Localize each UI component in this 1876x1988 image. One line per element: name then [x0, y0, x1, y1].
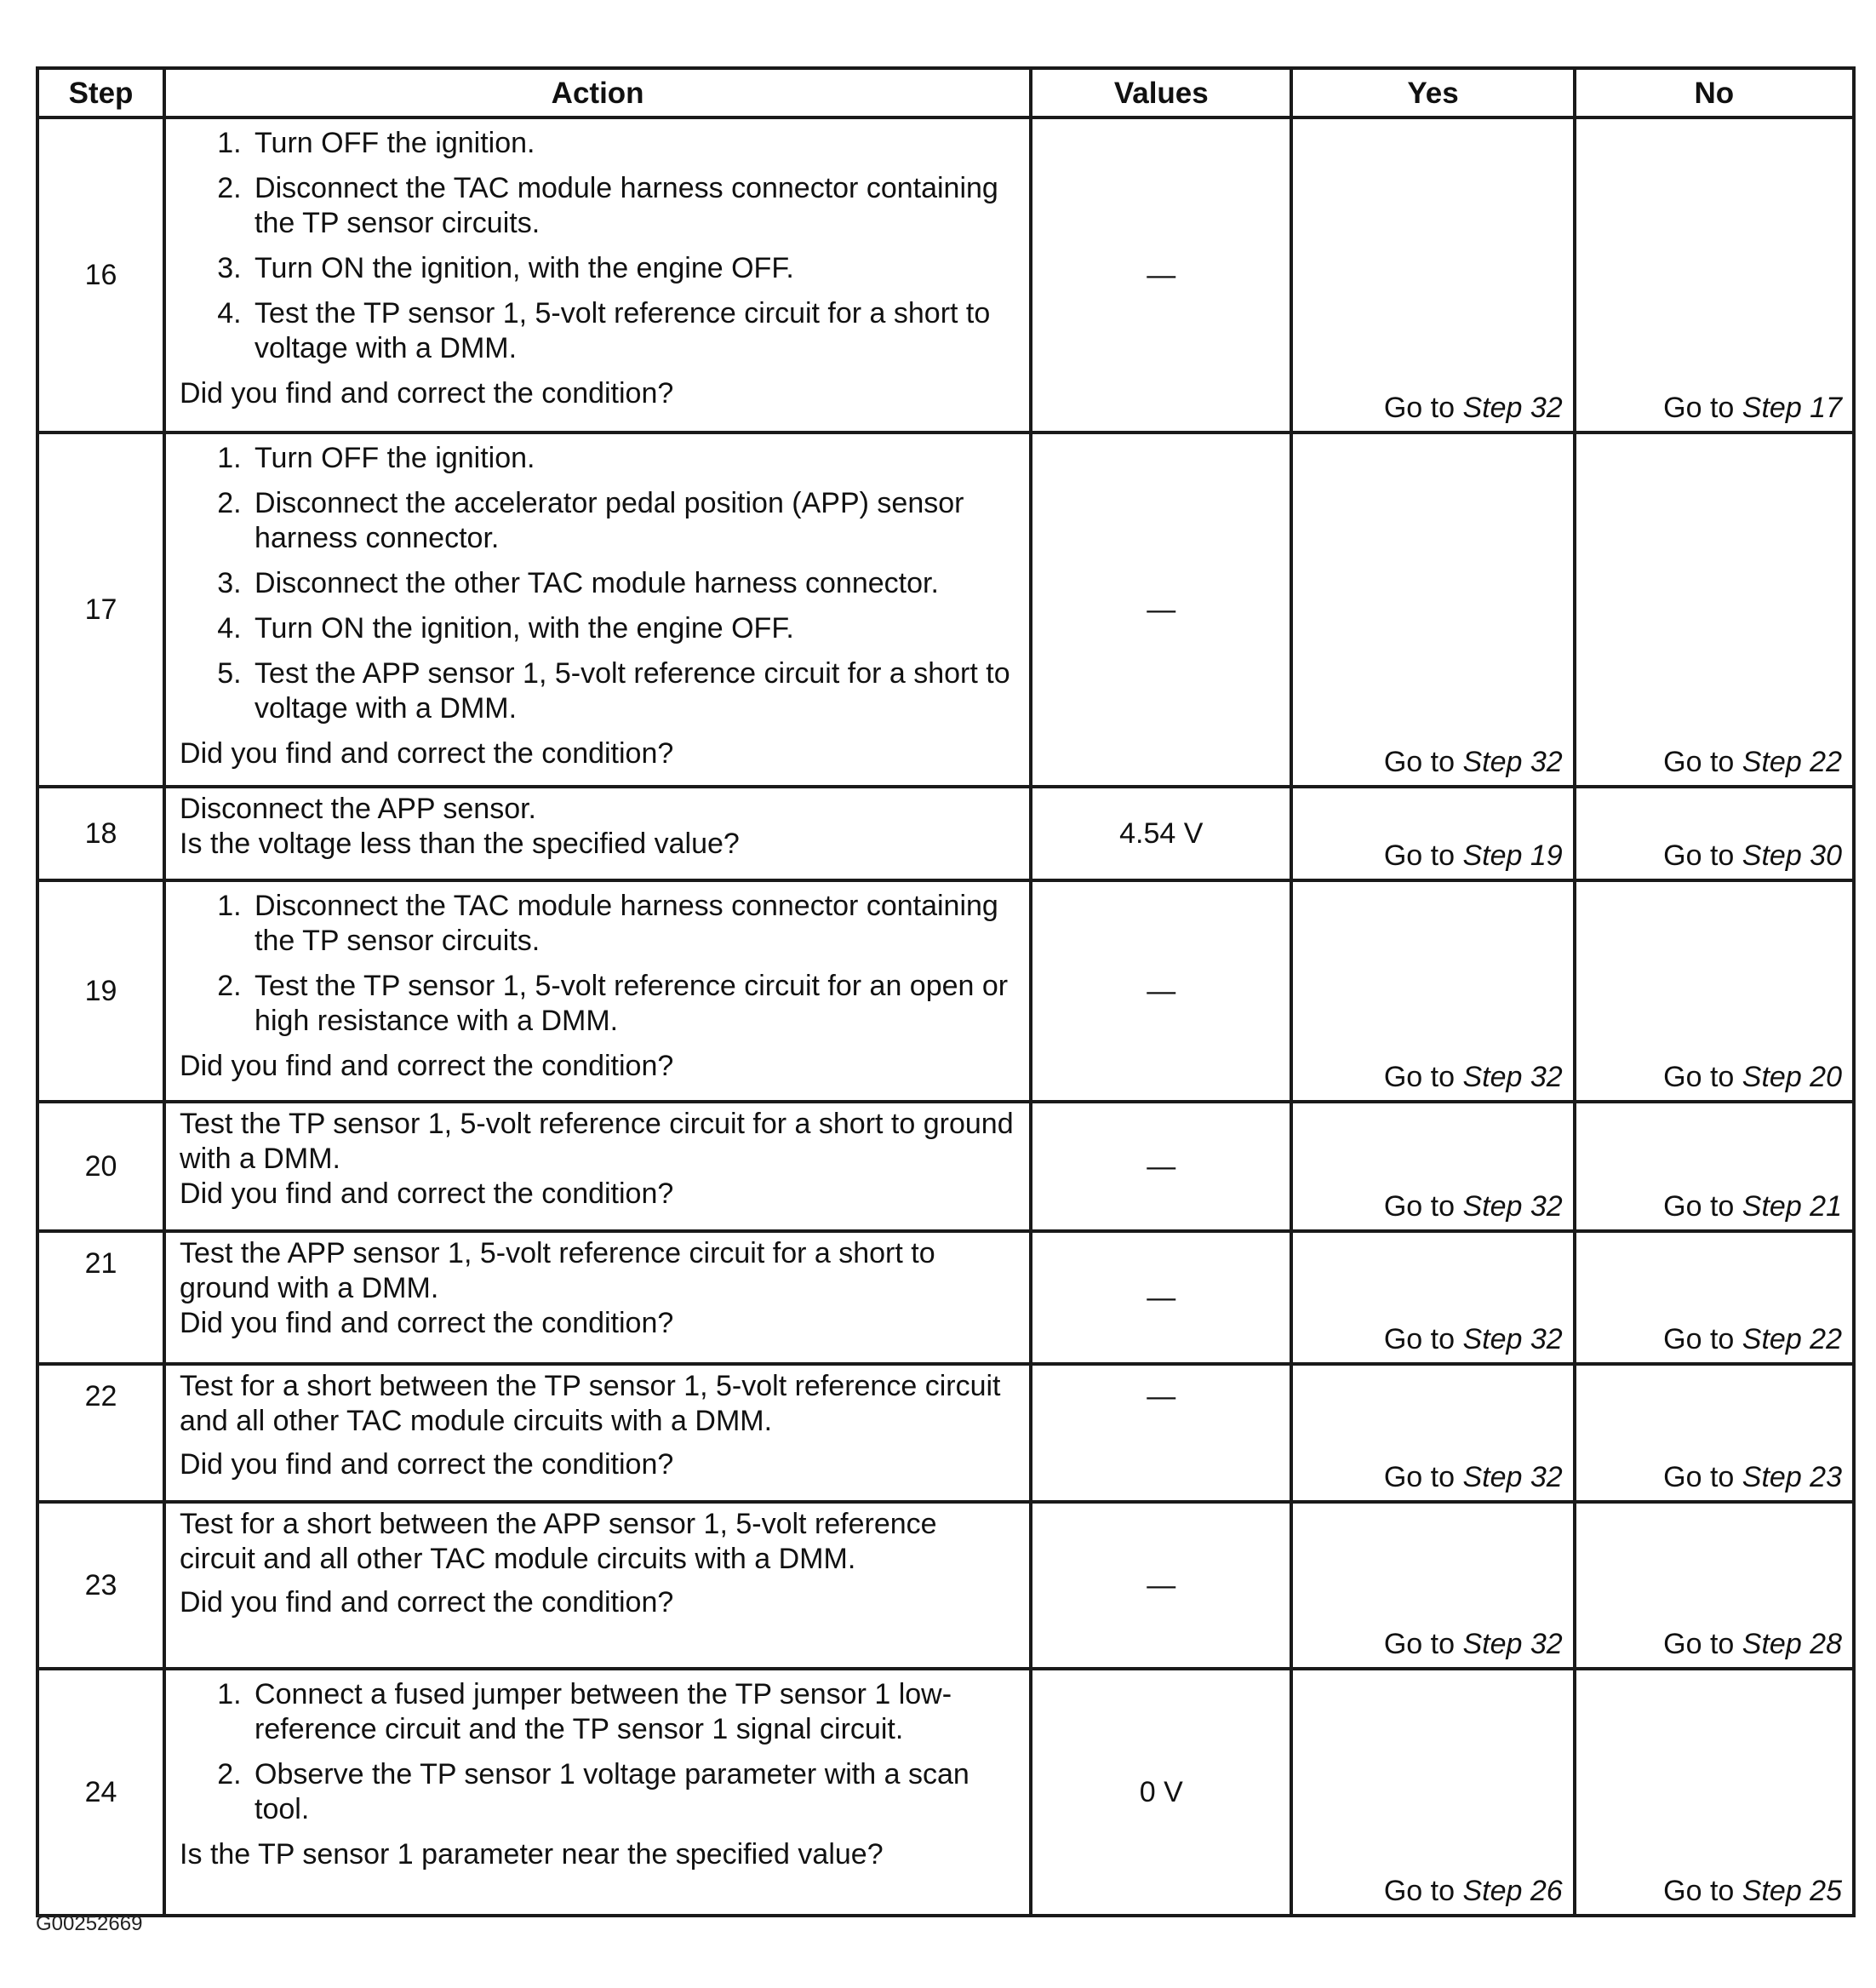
header-step: Step	[37, 68, 164, 117]
action-cell	[164, 1669, 1031, 1916]
goto-prefix: Go to	[1663, 1323, 1735, 1355]
table-row	[37, 117, 1854, 433]
no-step-ref: Step 23	[1742, 1461, 1842, 1493]
goto-prefix: Go to	[1383, 1875, 1455, 1907]
action-text: Test for a short between the APP sensor 1, 5-volt reference circuit and all other TAC module circuits with a DMM.	[180, 1508, 937, 1575]
action-text: Test the APP sensor 1, 5-volt reference circuit for a short to ground with a DMM.	[180, 1237, 935, 1304]
no-step-ref: Step 21	[1742, 1190, 1842, 1223]
substep: 2. Disconnect the accelerator pedal position (APP) sensor harness connector.	[249, 486, 1019, 556]
yes-step-ref: Step 32	[1462, 746, 1563, 778]
goto-prefix: Go to	[1663, 392, 1735, 424]
no-step-ref: Step 22	[1742, 1323, 1842, 1355]
goto-prefix: Go to	[1383, 1323, 1455, 1355]
value-cell: —	[1031, 1502, 1291, 1669]
value-cell: —	[1031, 1364, 1291, 1502]
action-cell	[164, 787, 1031, 880]
table-row	[37, 433, 1854, 787]
value-cell: —	[1031, 1102, 1291, 1231]
question: Is the TP sensor 1 parameter near the specified value?	[180, 1838, 884, 1871]
header-no: No	[1575, 68, 1854, 117]
header-values: Values	[1031, 68, 1291, 117]
table-row	[37, 1502, 1854, 1669]
goto-prefix: Go to	[1383, 1061, 1455, 1093]
yes-cell	[1291, 1669, 1574, 1916]
yes-cell	[1291, 433, 1574, 787]
goto-prefix: Go to	[1663, 1461, 1735, 1493]
goto-prefix: Go to	[1663, 746, 1735, 778]
no-step-ref: Step 30	[1742, 839, 1842, 872]
yes-step-ref: Step 32	[1462, 1628, 1563, 1660]
substep: 4. Test the TP sensor 1, 5-volt reference circuit for a short to voltage with a DMM.	[249, 296, 1019, 366]
question: Did you find and correct the condition?	[180, 1050, 674, 1082]
step-number: 23	[37, 1502, 164, 1669]
value-cell: 0 V	[1031, 1669, 1291, 1916]
action-text: Test for a short between the TP sensor 1, 5-volt reference circuit and all other TAC module circuits with a DMM.	[180, 1370, 1001, 1437]
no-cell	[1575, 1231, 1854, 1364]
yes-cell	[1291, 1231, 1574, 1364]
substep-list	[180, 889, 1019, 1039]
substep: 2. Observe the TP sensor 1 voltage parameter with a scan tool.	[249, 1757, 1019, 1827]
no-step-ref: Step 22	[1742, 746, 1842, 778]
action-cell	[164, 1502, 1031, 1669]
step-number: 22	[37, 1364, 164, 1502]
value-cell: —	[1031, 880, 1291, 1102]
question: Is the voltage less than the specified value?	[180, 828, 740, 860]
goto-prefix: Go to	[1383, 1628, 1455, 1660]
action-cell	[164, 117, 1031, 433]
substep: 1. Turn OFF the ignition.	[249, 441, 1019, 476]
step-number: 24	[37, 1669, 164, 1916]
substep-list	[180, 441, 1019, 726]
question: Did you find and correct the condition?	[180, 1177, 674, 1210]
action-cell	[164, 880, 1031, 1102]
step-number: 16	[37, 117, 164, 433]
substep: 5. Test the APP sensor 1, 5-volt reference circuit for a short to voltage with a DMM.	[249, 656, 1019, 726]
goto-prefix: Go to	[1383, 1461, 1455, 1493]
yes-cell	[1291, 787, 1574, 880]
step-number: 19	[37, 880, 164, 1102]
figure-id: G00252669	[36, 1912, 143, 1935]
substep: 3. Turn ON the ignition, with the engine OFF.	[249, 251, 1019, 286]
no-step-ref: Step 28	[1742, 1628, 1842, 1660]
goto-prefix: Go to	[1383, 839, 1455, 872]
yes-cell	[1291, 1102, 1574, 1231]
yes-cell	[1291, 1364, 1574, 1502]
yes-cell	[1291, 117, 1574, 433]
goto-prefix: Go to	[1663, 1875, 1735, 1907]
value-cell: —	[1031, 433, 1291, 787]
step-number: 21	[37, 1231, 164, 1364]
action-cell	[164, 433, 1031, 787]
goto-prefix: Go to	[1663, 839, 1735, 872]
step-number: 20	[37, 1102, 164, 1231]
goto-prefix: Go to	[1663, 1061, 1735, 1093]
action-cell	[164, 1231, 1031, 1364]
no-cell	[1575, 1502, 1854, 1669]
action-cell	[164, 1364, 1031, 1502]
yes-step-ref: Step 19	[1462, 839, 1563, 872]
goto-prefix: Go to	[1383, 392, 1455, 424]
yes-step-ref: Step 26	[1462, 1875, 1563, 1907]
substep: 2. Disconnect the TAC module harness connector containing the TP sensor circuits.	[249, 171, 1019, 241]
substep: 1. Disconnect the TAC module harness connector containing the TP sensor circuits.	[249, 889, 1019, 959]
value-cell: 4.54 V	[1031, 787, 1291, 880]
action-text: Disconnect the APP sensor.	[180, 793, 537, 825]
value-cell: —	[1031, 1231, 1291, 1364]
step-number: 18	[37, 787, 164, 880]
table-row	[37, 1669, 1854, 1916]
question: Did you find and correct the condition?	[180, 1307, 674, 1339]
header-row	[37, 68, 1854, 117]
no-cell	[1575, 433, 1854, 787]
no-step-ref: Step 25	[1742, 1875, 1842, 1907]
step-number: 17	[37, 433, 164, 787]
question: Did you find and correct the condition?	[180, 377, 674, 410]
substep: 4. Turn ON the ignition, with the engine OFF.	[249, 611, 1019, 646]
diagnostic-table	[36, 66, 1856, 1917]
table-row	[37, 1364, 1854, 1502]
header-action: Action	[164, 68, 1031, 117]
table-row	[37, 880, 1854, 1102]
substep: 2. Test the TP sensor 1, 5-volt reference circuit for an open or high resistance with a DMM.	[249, 969, 1019, 1039]
question: Did you find and correct the condition?	[180, 737, 674, 770]
action-cell	[164, 1102, 1031, 1231]
table-row	[37, 1102, 1854, 1231]
yes-cell	[1291, 880, 1574, 1102]
table-row	[37, 787, 1854, 880]
goto-prefix: Go to	[1663, 1190, 1735, 1223]
no-cell	[1575, 1102, 1854, 1231]
no-cell	[1575, 880, 1854, 1102]
table-row	[37, 1231, 1854, 1364]
question: Did you find and correct the condition?	[180, 1586, 674, 1618]
action-text: Test the TP sensor 1, 5-volt reference circuit for a short to ground with a DMM.	[180, 1108, 1014, 1175]
no-step-ref: Step 17	[1742, 392, 1842, 424]
substep-list	[180, 1677, 1019, 1827]
substep-list	[180, 126, 1019, 366]
no-cell	[1575, 787, 1854, 880]
goto-prefix: Go to	[1383, 1190, 1455, 1223]
no-cell	[1575, 1364, 1854, 1502]
yes-step-ref: Step 32	[1462, 1190, 1563, 1223]
yes-step-ref: Step 32	[1462, 1061, 1563, 1093]
question: Did you find and correct the condition?	[180, 1448, 674, 1481]
yes-step-ref: Step 32	[1462, 1323, 1563, 1355]
substep: 3. Disconnect the other TAC module harness connector.	[249, 566, 1019, 601]
header-yes: Yes	[1291, 68, 1574, 117]
no-step-ref: Step 20	[1742, 1061, 1842, 1093]
yes-step-ref: Step 32	[1462, 1461, 1563, 1493]
no-cell	[1575, 1669, 1854, 1916]
yes-cell	[1291, 1502, 1574, 1669]
substep: 1. Turn OFF the ignition.	[249, 126, 1019, 161]
goto-prefix: Go to	[1383, 746, 1455, 778]
substep: 1. Connect a fused jumper between the TP sensor 1 low-reference circuit and the TP sensor 1 signal circuit.	[249, 1677, 1019, 1747]
yes-step-ref: Step 32	[1462, 392, 1563, 424]
no-cell	[1575, 117, 1854, 433]
goto-prefix: Go to	[1663, 1628, 1735, 1660]
value-cell: —	[1031, 117, 1291, 433]
